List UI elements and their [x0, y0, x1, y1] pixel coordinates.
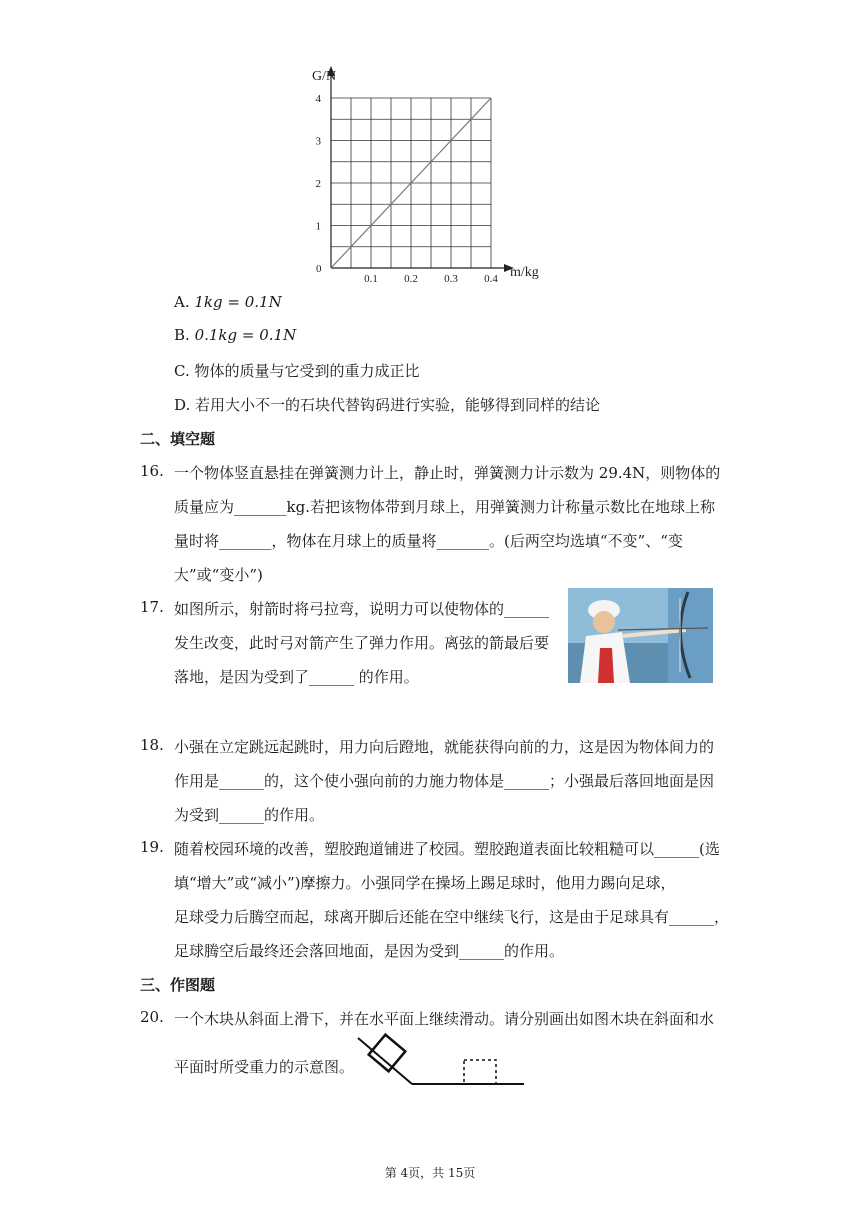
option-c[interactable]: [174, 360, 420, 381]
option-a[interactable]: [174, 293, 282, 311]
section-fill-blank-heading: 二、填空题: [140, 430, 216, 448]
option-b[interactable]: [174, 326, 296, 344]
q16-line2: 质量应为_______kg.若把该物体带到月球上，用弹簧测力计称量示数比在地球上称: [174, 498, 715, 516]
q16-line3: 量时将_______，物体在月球上的质量将_______。(后两空均选填“不变”、“变: [174, 532, 683, 550]
q19-line1: 随着校园环境的改善，塑胶跑道铺进了校园。塑胶跑道表面比较粗糙可以______(选: [174, 840, 720, 858]
q16-number: 16.: [140, 462, 164, 480]
q20-line2: 平面时所受重力的示意图。: [174, 1058, 355, 1076]
page-footer: 第 4页，共 15页: [384, 1166, 476, 1180]
q18-line1: 小强在立定跳远起跳时，用力向后蹬地，就能获得向前的力，这是因为物体间力的: [174, 738, 715, 756]
q20-number: 20.: [140, 1008, 164, 1026]
incline-surface: [358, 1038, 412, 1084]
incline-block-diagram: [354, 1030, 530, 1092]
x-tick-label: 0.4: [484, 273, 498, 285]
q19-number: 19.: [140, 838, 164, 856]
y-axis-label: G/N: [312, 69, 337, 84]
q17-line2: 发生改变，此时弓对箭产生了弹力作用。离弦的箭最后要: [174, 634, 550, 652]
block-on-ground: [464, 1060, 496, 1084]
q19-line4: 足球腾空后最终还会落回地面，是因为受到______的作用。: [174, 942, 565, 960]
q17-number: 17.: [140, 598, 164, 616]
gravity-mass-graph: [300, 60, 560, 290]
origin-label: 0: [316, 263, 322, 275]
option-a-letter: A.: [174, 293, 190, 311]
x-tick-label: 0.3: [444, 273, 458, 285]
y-tick-label: 1: [315, 220, 321, 233]
x-axis-label: m/kg: [510, 265, 539, 280]
q17-line3: 落地，是因为受到了______ 的作用。: [174, 668, 419, 686]
option-d-text: 若用大小不一的石块代替钩码进行实验，能够得到同样的结论: [195, 396, 601, 414]
q19-line3: 足球受力后腾空而起，球离开脚后还能在空中继续飞行，这是由于足球具有______，: [174, 908, 730, 926]
option-b-letter: B.: [174, 326, 190, 344]
q16-line4: 大”或“变小”): [174, 566, 263, 584]
option-c-letter: C.: [174, 362, 190, 380]
y-tick-label: 3: [315, 135, 321, 148]
y-tick-label: 4: [315, 93, 321, 105]
chart-axes: [327, 66, 514, 272]
option-d-letter: D.: [174, 396, 191, 414]
option-b-text: 0.1kg = 0.1N: [194, 326, 297, 344]
q17-line1: 如图所示，射箭时将弓拉弯，说明力可以使物体的______: [174, 600, 550, 618]
section-drawing-heading: 三、作图题: [140, 976, 216, 994]
x-tick-label: 0.2: [404, 273, 418, 285]
q20-line1: 一个木块从斜面上滑下，并在水平面上继续滑动。请分别画出如图木块在斜面和水: [174, 1010, 715, 1028]
q18-number: 18.: [140, 736, 164, 754]
q19-line2: 填“增大”或“减小”)摩擦力。小强同学在操场上踢足球时，他用力踢向足球，: [174, 874, 676, 892]
option-a-text: 1kg = 0.1N: [194, 293, 282, 311]
q16-line1: 一个物体竖直悬挂在弹簧测力计上，静止时，弹簧测力计示数为 29.4N，则物体的: [174, 464, 721, 482]
archer-photo: [568, 588, 713, 683]
y-tick-label: 2: [315, 178, 321, 190]
option-c-text: 物体的质量与它受到的重力成正比: [194, 362, 420, 380]
q18-line2: 作用是______的，这个使小强向前的力施力物体是______；小强最后落回地面是因: [174, 772, 715, 790]
option-d[interactable]: [174, 394, 600, 415]
x-tick-label: 0.1: [364, 273, 378, 285]
q18-line3: 为受到______的作用。: [174, 806, 325, 824]
